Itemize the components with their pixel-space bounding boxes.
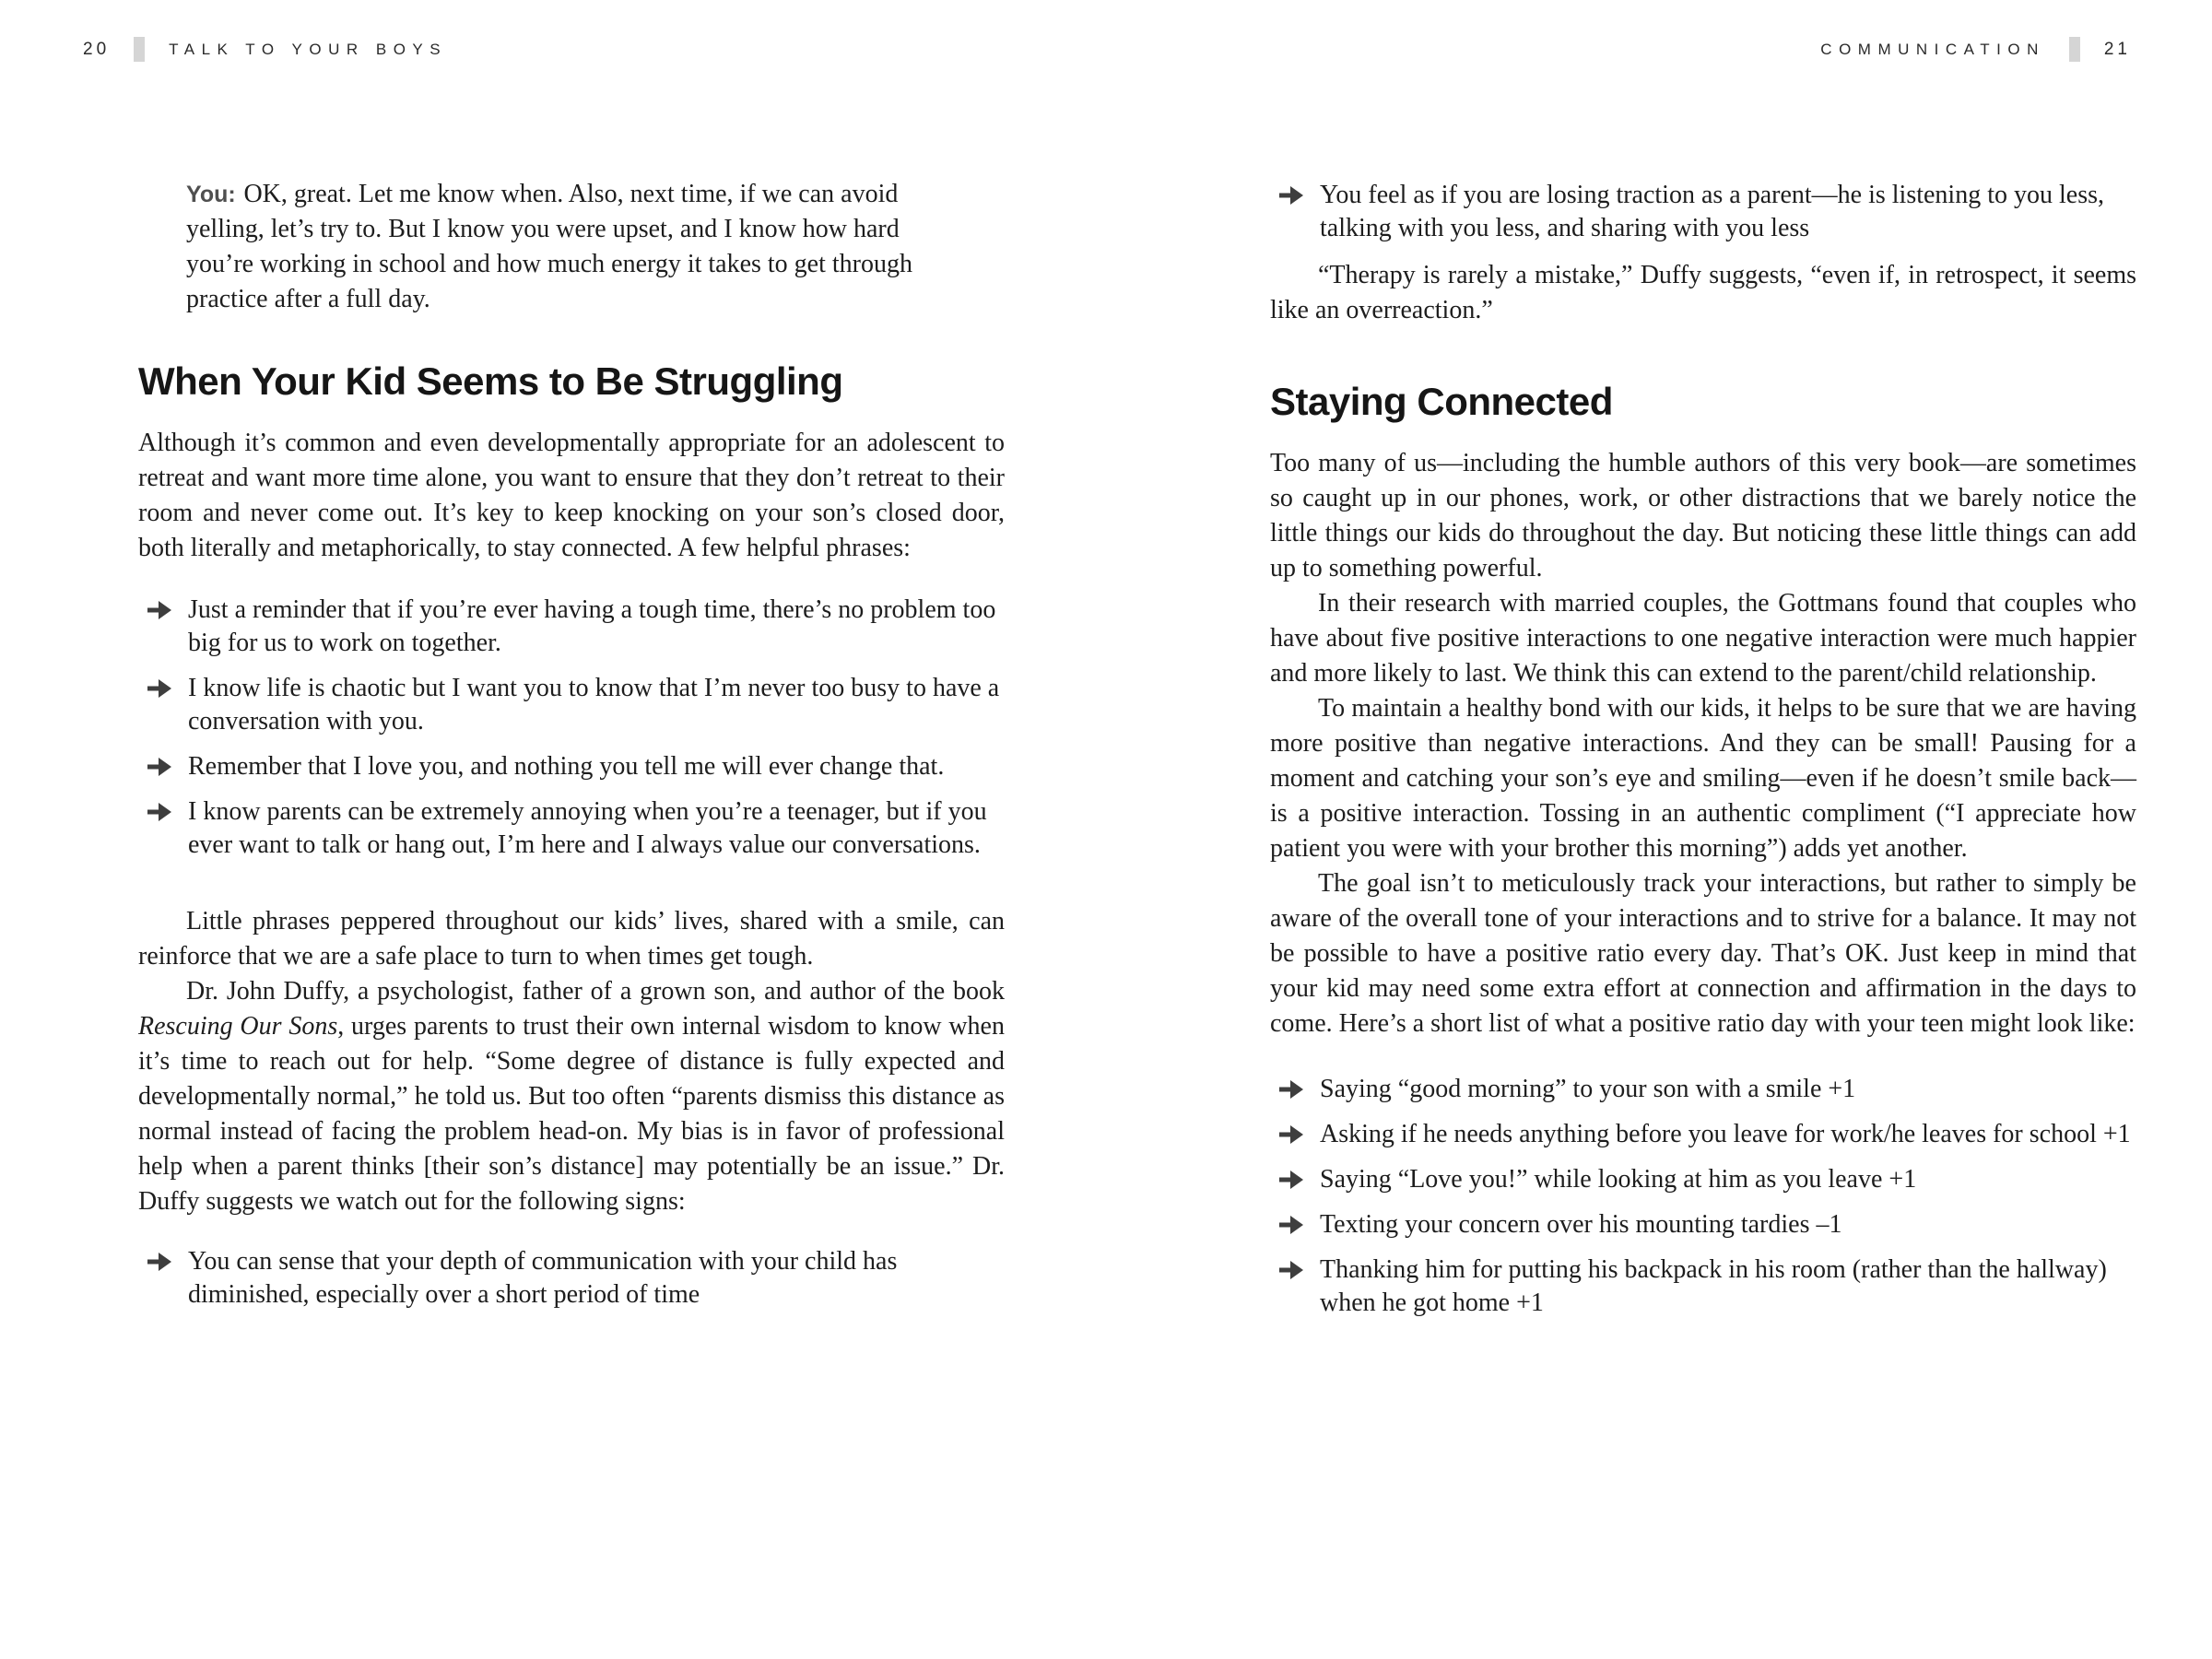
duffy-paragraph <box>138 974 1005 1219</box>
list-item-text: Thanking him for putting his backpack in his room (rather than the hallway) when he got home +1 <box>1320 1255 2107 1317</box>
list-item <box>1270 1163 2136 1196</box>
list-item-text: Texting your concern over his mounting tardies –1 <box>1320 1210 1842 1239</box>
dialogue-speaker-label: You: <box>186 182 236 207</box>
arrow-bullet-icon <box>147 1253 171 1271</box>
list-item-text: Saying “good morning” to your son with a smile +1 <box>1320 1075 1856 1103</box>
left-running-head-title: TALK TO YOUR BOYS <box>169 40 448 58</box>
list-item <box>1270 1208 2136 1241</box>
book-title: Rescuing Our Sons <box>138 1012 338 1041</box>
left-page <box>138 177 1005 1324</box>
warning-signs-list-continued <box>1270 179 2136 245</box>
list-item-text: I know parents can be extremely annoying when you’re a teenager, but if you ever want to talk or hang out, I’m here and I always value our conversations. <box>188 797 987 859</box>
duffy-paragraph-post: , urges parents to trust their own internal wisdom to know when it’s time to reach out for help. “Some degree of distance is fully expected and developmentally normal,” he told us. But too often “parents dismiss this distance as normal instead of facing the problem head-on. My bias is in favor of professional help when a parent thinks [their son’s distance] may potentially be an issue.” Dr. Duffy suggests we watch out for the following signs: <box>138 1012 1005 1216</box>
list-item <box>1270 1073 2136 1106</box>
list-item <box>138 795 1005 862</box>
arrow-bullet-icon <box>1279 1080 1303 1099</box>
list-item-text: Just a reminder that if you’re ever having a tough time, there’s no problem too big for us to work on together. <box>188 595 996 657</box>
right-page <box>1270 177 2136 1332</box>
list-item <box>1270 1118 2136 1151</box>
arrow-bullet-icon <box>1279 1261 1303 1279</box>
helpful-phrases-list <box>138 594 1005 862</box>
right-page-number: 21 <box>2103 39 2131 59</box>
arrow-bullet-icon <box>1279 1171 1303 1189</box>
dialogue-text: OK, great. Let me know when. Also, next time, if we can avoid yelling, let’s try to. But I know you were upset, and I know how hard you’re working in school and how much energy it takes to get through practice after a full day. <box>186 180 912 313</box>
section-heading-struggling: When Your Kid Seems to Be Struggling <box>138 359 843 403</box>
arrow-bullet-icon <box>1279 1125 1303 1144</box>
therapy-quote-paragraph: “Therapy is rarely a mistake,” Duffy suggests, “even if, in retrospect, it seems like an overreaction.” <box>1270 261 2136 324</box>
arrow-bullet-icon <box>147 601 171 619</box>
list-item-text: You can sense that your depth of communication with your child has diminished, especially over a short period of time <box>188 1247 898 1309</box>
left-running-head <box>83 37 447 62</box>
list-item <box>1270 179 2136 245</box>
positive-ratio-list <box>1270 1073 2136 1320</box>
arrow-bullet-icon <box>1279 186 1303 205</box>
paragraph: To maintain a healthy bond with our kids, it helps to be sure that we are having more positive than negative interactions. And they can be small! Pausing for a moment and catching your son’s eye and smiling—even if he doesn’t smile back—is a positive interaction. Tossing in an authentic compliment (“I appreciate how patient you were with your brother this morning”) adds yet another. <box>1270 694 2136 863</box>
little-phrases-paragraph: Little phrases peppered throughout our kids’ lives, shared with a smile, can reinforce that we are a safe place to turn to when times get tough. <box>138 907 1005 971</box>
list-item-text: Asking if he needs anything before you leave for work/he leaves for school +1 <box>1320 1120 2131 1148</box>
duffy-paragraph-pre: Dr. John Duffy, a psychologist, father of a grown son, and author of the book <box>186 977 1005 1006</box>
intro-paragraph: Although it’s common and even developmentally appropriate for an adolescent to retreat and want more time alone, you want to ensure that they don’t retreat to their room and never come out. It’s key to keep knocking on your son’s closed door, both literally and metaphorically, to stay connected. A few helpful phrases: <box>138 429 1005 562</box>
list-item-text: You feel as if you are losing traction as a parent—he is listening to you less, talking with you less, and sharing with you less <box>1320 181 2104 242</box>
list-item <box>138 594 1005 660</box>
list-item-text: Remember that I love you, and nothing you tell me will ever change that. <box>188 752 945 781</box>
list-item <box>138 750 1005 783</box>
right-running-head <box>1820 37 2131 62</box>
warning-signs-list <box>138 1245 1005 1312</box>
arrow-bullet-icon <box>147 803 171 821</box>
header-divider-bar <box>2069 37 2080 62</box>
header-divider-bar <box>134 37 145 62</box>
paragraph: The goal isn’t to meticulously track your interactions, but rather to simply be aware of the overall tone of your interactions and to strive for a balance. It may not be possible to have a positive ratio every day. That’s OK. Just keep in mind that your kid may need some extra effort at connection and affirmation in the days to come. Here’s a short list of what a positive ratio day with your teen might look like: <box>1270 869 2136 1038</box>
left-page-number: 20 <box>83 39 111 59</box>
list-item-text: I know life is chaotic but I want you to know that I’m never too busy to have a conversation with you. <box>188 674 1000 735</box>
paragraph: Too many of us—including the humble authors of this very book—are sometimes so caught up in our phones, work, or other distractions that we barely notice the little things our kids do throughout the day. But noticing these little things can add up to something powerful. <box>1270 449 2136 582</box>
arrow-bullet-icon <box>147 758 171 776</box>
section-heading-staying-connected: Staying Connected <box>1270 380 1613 423</box>
list-item <box>1270 1253 2136 1320</box>
paragraph: In their research with married couples, the Gottmans found that couples who have about five positive interactions to one negative interaction were much happier and more likely to last. We think this can extend to the parent/child relationship. <box>1270 589 2136 688</box>
arrow-bullet-icon <box>147 679 171 698</box>
list-item-text: Saying “Love you!” while looking at him as you leave +1 <box>1320 1165 1917 1194</box>
list-item <box>138 1245 1005 1312</box>
right-running-head-title: COMMUNICATION <box>1820 40 2045 58</box>
dialogue-block <box>186 177 929 317</box>
list-item <box>138 672 1005 738</box>
arrow-bullet-icon <box>1279 1216 1303 1234</box>
